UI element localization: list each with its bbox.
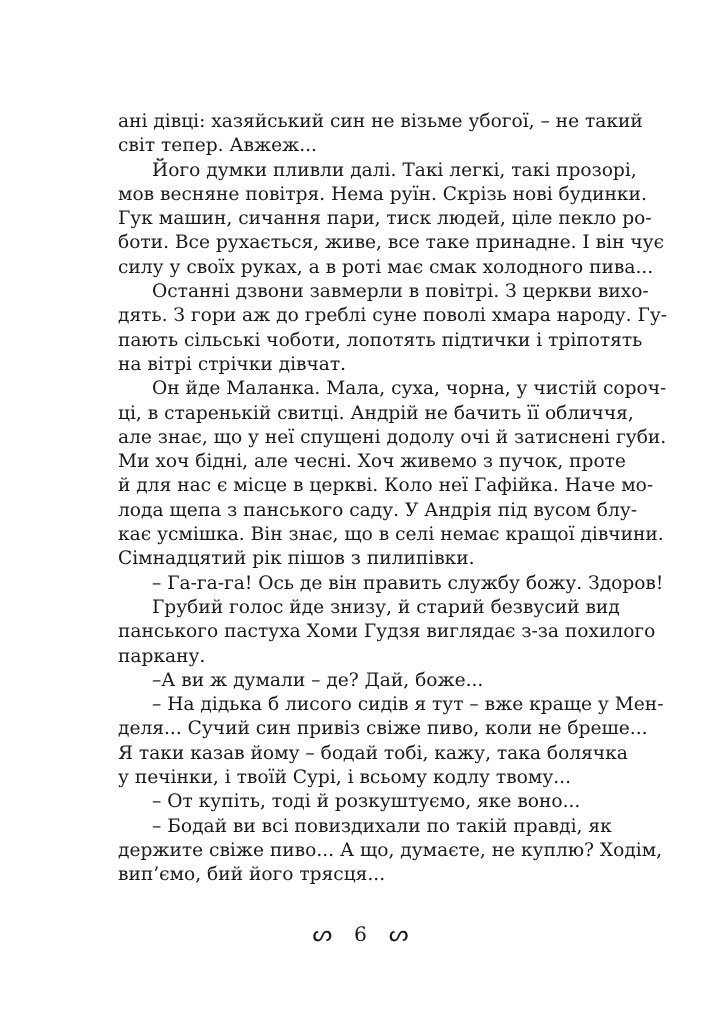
text-line: у печінки, і твоїй Сурі, і всьому кодлу твому... — [118, 767, 571, 789]
text-line: силу у своїх руках, а в роті має смак холодного пива... — [118, 256, 654, 278]
text-line: Я таки казав йому – бодай тобі, кажу, така болячка — [118, 742, 628, 764]
text-line: пають сільські чоботи, лопотять підтички і тріпотять — [118, 329, 643, 351]
text-line: Його думки пливли далі. Такі легкі, такі прозорі, — [152, 159, 637, 181]
text-line: – От купіть, тоді й розкуштуємо, яке воно... — [152, 791, 581, 813]
text-line: вип’ємо, бий його трясця... — [118, 864, 386, 886]
text-line: боти. Все рухається, живе, все таке принадне. І він чує — [118, 232, 665, 254]
text-line: панського пастуха Хоми Гудзя виглядає з-за похилого — [118, 621, 656, 643]
ornament-right-icon: ᔕ — [388, 922, 409, 947]
body-text — [118, 110, 668, 888]
text-line: але знає, що у неї спущені додолу очі й затиснені губи. — [118, 426, 667, 448]
text-line: – Бодай ви всі повиздихали по такій правді, як — [152, 815, 612, 837]
text-line: мов весняне повітря. Нема руїн. Скрізь нові будинки. — [118, 183, 647, 205]
text-line: й для нас є місце в церкві. Коло неї Гафійка. Наче мо- — [118, 475, 654, 497]
text-line: ці, в старенькій свитці. Андрій не бачить її обличчя, — [118, 402, 634, 424]
page-number: 6 — [354, 922, 367, 946]
text-line: Ми хоч бідні, але чесні. Хоч живемо з пучок, проте — [118, 451, 626, 473]
text-line: Останні дзвони завмерли в повітрі. З церкви вихо- — [152, 281, 649, 303]
text-line: Он йде Маланка. Мала, суха, чорна, у чистій сороч- — [152, 378, 667, 400]
text-line: –А ви ж думали – де? Дай, боже... — [152, 669, 484, 691]
text-line: Гук машин, сичання пари, тиск людей, ціле пекло ро- — [118, 208, 652, 230]
text-line: дять. З гори аж до греблі суне поволі хмара народу. Гу- — [118, 305, 668, 327]
text-line: ані дівці: хазяйський син не візьме убогої, – не такий — [118, 111, 643, 132]
text-line: – На дідька б лисого сидів я тут – вже краще у Мен- — [152, 694, 664, 716]
page-footer — [0, 922, 721, 947]
text-line: кає усмішка. Він знає, що в селі немає кращої дівчини. — [118, 524, 664, 546]
text-line: – Га-га-га! Ось де він править службу божу. Здоров! — [152, 572, 664, 594]
text-line: деля... Сучий син привіз свіже пиво, коли не бреше... — [118, 718, 648, 740]
text-line: паркану. — [118, 645, 206, 667]
text-line: Грубий голос йде знизу, й старий безвусий вид — [152, 596, 620, 618]
ornament-left-icon: ᔕ — [312, 922, 333, 947]
text-line: світ тепер. Авжеж... — [118, 135, 317, 157]
text-line: держите свіже пиво... А що, думаєте, не куплю? Ходім, — [118, 839, 663, 861]
text-line: на вітрі стрічки дівчат. — [118, 353, 347, 375]
text-line: лода щепа з панського саду. У Андрія під вусом блу- — [118, 499, 638, 521]
text-line: Сімнадцятий рік пішов з пилипівки. — [118, 548, 475, 570]
